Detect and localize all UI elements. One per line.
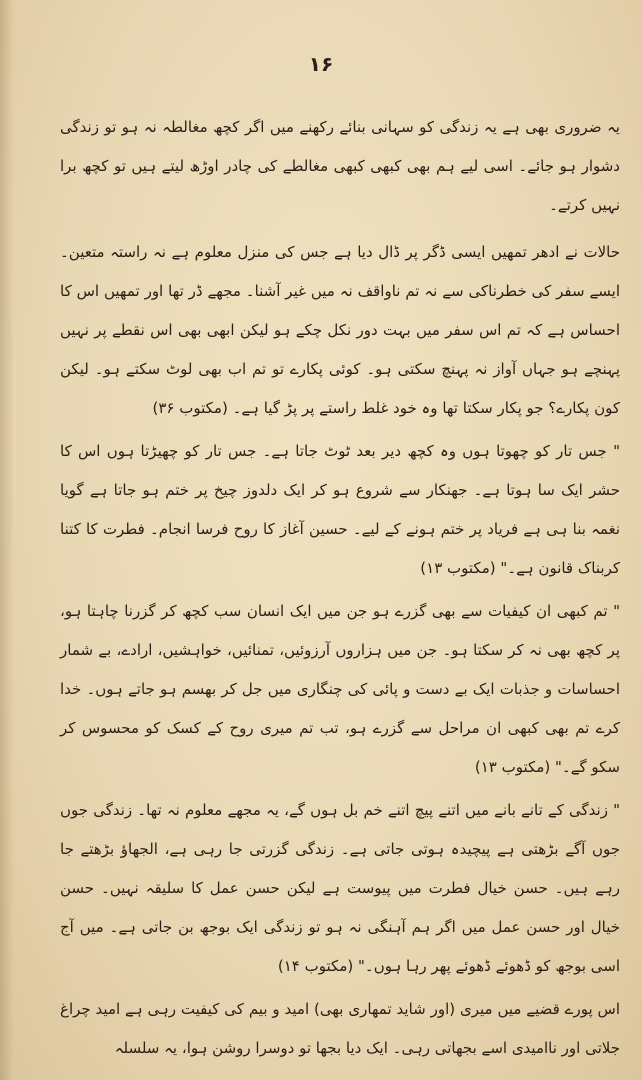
paragraph-2 [60, 233, 620, 428]
page-body [60, 108, 620, 1072]
paragraph-text: اس پورے قضیے میں میری (اور شاید تمھاری بھی) امید و بیم کی کیفیت رہی ہے امید چراغ جلاتی اور ناامیدی اسے بجھاتی رہی۔ ایک دیا بجھا تو دوسرا روشن ہوا، یہ سلسلہ [60, 1000, 620, 1057]
letter-citation: (مکتوب ۱۳) [420, 559, 496, 577]
paragraph-5 [60, 791, 620, 986]
letter-citation: (مکتوب ۳۶) [152, 399, 228, 417]
page-number: ۱۶ [308, 52, 334, 76]
paragraph-text: " جس تار کو چھوتا ہوں وہ کچھ دیر بعد ٹوٹ جاتا ہے۔ جس تار کو چھیڑتا ہوں اس کا حشر ایک سا ہوتا ہے۔ جھنکار سے شروع ہو کر ایک دلدوز چیخ پر ختم ہو جاتا ہے گویا نغمہ بنا ہی ہے فریاد پر ختم ہونے کے لیے۔ حسین آغاز کا روح فرسا انجام۔ فطرت کا کتنا کربناک قانون ہے۔" [60, 442, 620, 577]
letter-citation: (مکتوب ۱۳) [474, 758, 551, 776]
paragraph-6 [60, 990, 620, 1068]
paragraph-text: حالات نے ادھر تمھیں ایسی ڈگر پر ڈال دیا ہے جس کی منزل معلوم ہے نہ راستہ متعین۔ ایسے سفر کی خطرناکی سے نہ تم ناواقف نہ میں غیر آشنا۔ مجھے ڈر تھا اور تمھیں اس کا احساس ہے کہ تم اس سفر میں بہت دور نکل چکے ہو لیکن ابھی بھی اس نقطے پر نہیں پہنچے ہو جہاں آواز نہ پہنچ سکتی ہو۔ کوئی پکارے تو تم اب بھی لوٹ سکتے ہو۔ لیکن کون پکارے؟ جو پکار سکتا تھا وہ خود غلط راستے پر پڑ گیا ہے۔ [60, 243, 620, 417]
paragraph-text: یہ ضروری بھی ہے یہ زندگی کو سہانی بنائے رکھنے میں اگر کچھ مغالطہ نہ ہو تو زندگی دشوار ہو جائے۔ اسی لیے ہم بھی کبھی کبھی مغالطے کی چادر اوڑھ لیتے ہیں تو کچھ برا نہیں کرتے۔ [60, 118, 620, 214]
paragraph-1 [60, 108, 620, 225]
paragraph-text: " زندگی کے تانے بانے میں اتنے پیچ اتنے خم بل ہوں گے، یہ مجھے معلوم نہ تھا۔ زندگی جوں جوں آگے بڑھتی ہے پیچیدہ ہوتی جاتی ہے۔ زندگی گزرتی جا رہی ہے، الجھاؤ بڑھتے جا رہے ہیں۔ حسن خیال فطرت میں پیوست ہے لیکن حسن عمل کا سلیقہ نہیں۔ حسن خیال اور حسن عمل میں اگر ہم آہنگی نہ ہو تو زندگی ایک بوجھ بن جاتی ہے۔ میں آج اسی بوجھ کو ڈھوئے ڈھوئے پھر رہا ہوں۔" [60, 801, 620, 975]
page-gutter-shadow [0, 0, 14, 1080]
letter-citation: (مکتوب ۱۴) [277, 957, 354, 975]
paragraph-4 [60, 592, 620, 787]
paragraph-3 [60, 432, 620, 588]
paragraph-text: " تم کبھی ان کیفیات سے بھی گزرے ہو جن میں ایک انسان سب کچھ کر گزرنا چاہتا ہو، پر کچھ بھی نہ کر سکتا ہو۔ جن میں ہزاروں آرزوئیں، تمنائیں، خواہشیں، ارادے، بے شمار احساسات و جذبات ایک بے دست و پائی کی چنگاری میں جل کر بھسم ہو جاتے ہوں۔ خدا کرے تم بھی کبھی ان مراحل سے گزرے ہو، تب تم میری روح کے کسک کو محسوس کر سکو گے۔" [60, 602, 620, 776]
